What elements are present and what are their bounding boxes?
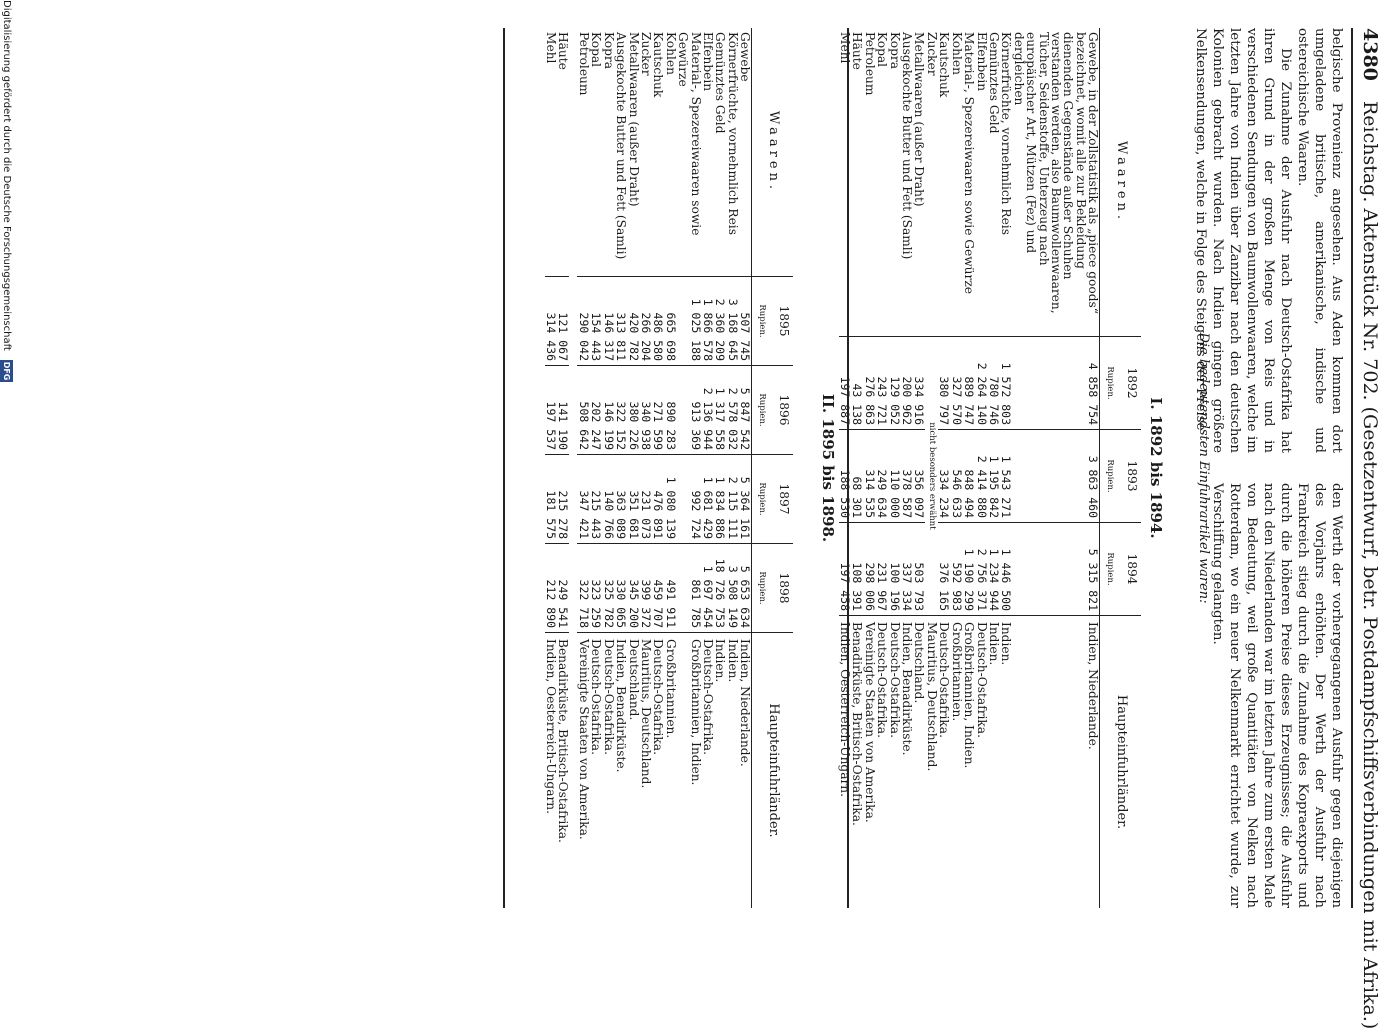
ware-name: Mehl (544, 32, 559, 64)
table-body (839, 28, 1100, 908)
table-row (938, 28, 950, 908)
value-cell: 298 006 (863, 523, 875, 616)
main-import-countries: Indien, Niederlande. (1012, 616, 1099, 909)
main-import-countries: Vereinigte Staaten von Amerika. (863, 616, 875, 909)
table-row (851, 28, 863, 908)
ware-name: Mehl (838, 32, 853, 64)
table-row (615, 28, 627, 908)
value-cell: 4 858 754 (1012, 337, 1099, 430)
ware-name: Kautschuk (651, 32, 666, 98)
value-cell: 100 196 (888, 523, 900, 616)
table-row (652, 28, 664, 908)
value-cell: 476 891 (652, 455, 664, 544)
main-import-countries: Mauritius, Deutschland. (640, 633, 652, 909)
note-not-listed: nicht besonders erwähnt (926, 337, 938, 616)
table-row (545, 28, 557, 908)
ware-name: Metallwaaren (außer Draht) (912, 32, 927, 207)
value-cell: 459 707 (652, 544, 664, 633)
column-header-year: 1893 Rupien. (1100, 430, 1141, 523)
ware-name: Kautschuk (937, 32, 952, 98)
table-row (926, 28, 938, 908)
value-cell: 110 000 (888, 430, 900, 523)
value-cell: 43 138 (851, 337, 863, 430)
ware-name: Kopra (887, 32, 902, 70)
value-cell: 1 080 139 (664, 455, 676, 544)
table-row (602, 28, 614, 908)
table-row (888, 28, 900, 908)
value-cell: 290 042 (578, 277, 590, 366)
import-table-1892-1894 (839, 28, 1141, 908)
ware-name: Kohlen (949, 32, 964, 75)
value-cell: 181 575 (545, 455, 557, 544)
ware-name: Körnerfrüchte, vornehmlich Reis (999, 32, 1014, 235)
main-import-countries: Indien, Oesterreich-Ungarn. (545, 633, 557, 909)
value-cell: 323 259 (590, 544, 602, 633)
ware-name: Gewebe, in der Zollstatistik als „piece goods“ bezeichnet, womit alle zur Bekleidung dienenden Gegenstände außer Schuhen verstanden werden, also Baumwollenwaaren, Tücher, Seidenstoffe, Unterzeug nach europäischer Art, Mützen (Fez) und dergleichen (1011, 32, 1101, 315)
value-cell: 334 916 (913, 337, 925, 430)
ware-name: Häute (556, 32, 571, 70)
ware-name: Elfenbein (974, 32, 989, 92)
value-cell: 351 681 (627, 455, 639, 544)
value-cell: 249 634 (876, 430, 888, 523)
main-import-countries: Großbritannien. (950, 616, 962, 909)
ware-name: Elfenbein (700, 32, 715, 92)
column-header-year: 1897 Rupien. (752, 455, 793, 544)
table-row (590, 28, 602, 908)
page-number: 4380 (1359, 28, 1381, 81)
main-import-countries: Deutsch-Ostafrika. (975, 616, 987, 909)
value-cell: 314 535 (863, 430, 875, 523)
value-cell: 861 785 (677, 544, 702, 633)
main-import-countries: Benadirküste, Britisch-Ostafrika. (557, 633, 569, 909)
ware-name: Ausgekochte Butter und Fett (Samli) (900, 32, 915, 260)
column-header-year: 1896 Rupien. (752, 366, 793, 455)
value-cell: 5 364 161 (739, 455, 752, 544)
value-cell: 2 264 140 (975, 337, 987, 430)
main-import-countries: Deutschland. (627, 633, 639, 909)
column-header-waren: Waaren. (752, 28, 793, 277)
intro-paragraph: belgische Provenienz angesehen. Aus Aden kommen dort umgeladene britische, amerikanische, indische und ostereichische Waaren. (1295, 28, 1344, 453)
value-cell: 345 200 (627, 544, 639, 633)
value-cell: 1 572 803 (1000, 337, 1012, 430)
main-import-countries: Großbritannien, Indien. (677, 633, 702, 909)
value-cell: 313 811 (615, 277, 627, 366)
table-row (726, 28, 738, 908)
value-cell: 68 301 (851, 430, 863, 523)
table-row (863, 28, 875, 908)
value-cell: 1 025 188 (677, 277, 702, 366)
value-cell: 108 391 (851, 523, 863, 616)
value-cell: 1 195 842 (988, 430, 1000, 523)
value-cell: 337 334 (901, 523, 913, 616)
value-cell: 3 863 460 (1012, 430, 1099, 523)
value-cell: 249 541 (557, 544, 569, 633)
ware-name: Petroleum (576, 32, 591, 96)
value-cell: 200 962 (901, 337, 913, 430)
value-cell: 780 746 (988, 337, 1000, 430)
digitization-note: Digitalisierung gefördert durch die Deutsche Forschungsgemeinschaft (1, 0, 12, 351)
column-header-waren: Waaren. (1100, 28, 1141, 337)
ware-name: Material-, Spezereiwaaren sowie Gewürze (962, 32, 977, 294)
ware-name: Kohlen (663, 32, 678, 75)
main-import-countries: Deutsch-Ostafrika. (602, 633, 614, 909)
ware-name: Kopal (875, 32, 890, 68)
table-row (975, 28, 987, 908)
value-cell: 197 458 (839, 523, 851, 616)
value-cell: 5 847 542 (739, 366, 752, 455)
value-cell: 376 165 (938, 523, 950, 616)
value-cell: 420 782 (627, 277, 639, 366)
value-cell: 889 747 (963, 337, 975, 430)
table-row (664, 28, 676, 908)
value-cell: 197 537 (545, 366, 557, 455)
table-row (876, 28, 888, 908)
table-row (627, 28, 639, 908)
value-cell: 146 317 (602, 277, 614, 366)
ware-name: Gemünztes Geld (713, 32, 728, 134)
value-cell: 276 863 (863, 337, 875, 430)
value-cell: 507 745 (739, 277, 752, 366)
intro-paragraph: den Werth der vorhergegangenen Ausfuhr gegen diejenigen des Vorjahrs erhöhten. Der Werth der Ausfuhr nach Frankreich stieg durch die Zunahme des Kopraexports und durch die höheren Preise dieses Erzeugnisses; die Ausfuhr nach den Niederlanden war im letzten Jahre zum ersten Male von Bedeutung, weil große Quantitäten von Nelken nach Rotterdam, wo ein neuer Nelkenmarkt errichtet wurde, zur Verschiffung gelangten. (1210, 483, 1344, 908)
table-row (714, 28, 726, 908)
value-cell: 1 234 944 (988, 523, 1000, 616)
value-cell: 3 168 645 (726, 277, 738, 366)
value-cell: 330 065 (615, 544, 627, 633)
table-bottom-rule (847, 28, 849, 908)
value-cell: 992 724 (677, 455, 702, 544)
ware-name: Metallwaaren (außer Draht) (626, 32, 641, 207)
value-cell: 363 089 (615, 455, 627, 544)
main-import-countries: Deutsch-Ostafrika. (876, 616, 888, 909)
table-row (677, 28, 702, 908)
main-import-countries: Deutsch-Ostafrika. (938, 616, 950, 909)
value-cell: 491 911 (664, 544, 676, 633)
main-import-countries: Deutsch-Ostafrika. (590, 633, 602, 909)
table-row (557, 28, 569, 908)
value-cell: 1 681 429 (702, 455, 714, 544)
intro-column-left (1192, 28, 1345, 453)
main-import-countries: Deutsch-Ostafrika. (888, 616, 900, 909)
main-import-countries: Indien. (1000, 616, 1012, 909)
column-header-year: 1892 Rupien. (1100, 337, 1141, 430)
column-header-year: 1898 Rupien. (752, 544, 793, 633)
value-cell: 188 530 (839, 430, 851, 523)
ware-name: Kopra (601, 32, 616, 70)
main-import-countries: Deutschland. (913, 616, 925, 909)
value-cell: 322 152 (615, 366, 627, 455)
table-body (545, 28, 752, 908)
value-cell: 2 756 371 (975, 523, 987, 616)
value-cell: 1 190 299 (963, 523, 975, 616)
section-title-1892-1894: I. 1892 bis 1894. (1147, 397, 1165, 539)
value-cell: 1 697 454 (702, 544, 714, 633)
main-import-countries: Deutsch-Ostafrika. (702, 633, 714, 909)
value-cell: 271 599 (652, 366, 664, 455)
value-cell: 334 234 (938, 430, 950, 523)
intro-paragraph: Die Zunahme der Ausfuhr nach Deutsch-Ostafrika hat ihren Grund in der großen Menge von Reis und in verschiedenen Sendungen von Baumwollenwaaren, welche im letzten Jahre von Indien über Zanzibar nach den deutschen Kolonien gebracht wurden. Nach Indien gingen größere Nelkensendungen, welche in Folge des Steigens der Preise (1193, 28, 1293, 453)
value-cell: 486 580 (652, 277, 664, 366)
value-cell: 665 698 (664, 277, 676, 366)
value-cell: 5 653 634 (739, 544, 752, 633)
value-cell: 140 766 (602, 455, 614, 544)
value-cell: 314 436 (545, 277, 557, 366)
dfg-logo: DFG (2, 361, 11, 381)
table-row (702, 28, 714, 908)
table-row (988, 28, 1000, 908)
main-import-countries: Deutsch-Ostafrika. (652, 633, 664, 909)
table-row (1000, 28, 1012, 908)
column-header-lands: Haupteinfuhrländer. (1100, 616, 1141, 909)
table-caption: Die bedeutendsten Einfuhrartikel waren: (1196, 332, 1211, 604)
table-row (901, 28, 913, 908)
digitization-footer (0, 0, 13, 1000)
value-cell: 2 578 032 (726, 366, 738, 455)
table-row (950, 28, 962, 908)
main-import-countries: Indien, Benadirküste. (901, 616, 913, 909)
value-cell: 356 097 (913, 430, 925, 523)
main-import-countries: Indien. (714, 633, 726, 909)
column-header-year: 1895 Rupien. (752, 277, 793, 366)
main-import-countries: Großbritannien. (664, 633, 676, 909)
value-cell: 2 136 944 (702, 366, 714, 455)
value-cell: 215 278 (557, 455, 569, 544)
table-row (913, 28, 925, 908)
main-import-countries: Indien, Benadirküste. (615, 633, 627, 909)
value-cell: 508 642 (578, 366, 590, 455)
value-cell: 1 317 558 (714, 366, 726, 455)
ware-name: Gewebe (738, 32, 753, 82)
intro-column-right (1209, 483, 1345, 908)
value-cell: 592 983 (950, 523, 962, 616)
value-cell: 1 866 578 (702, 277, 714, 366)
ware-name: Petroleum (862, 32, 877, 96)
main-import-countries: Großbritannien, Indien. (963, 616, 975, 909)
value-cell: 129 052 (888, 337, 900, 430)
table-row (640, 28, 652, 908)
value-cell: 146 199 (602, 366, 614, 455)
column-header-lands: Haupteinfuhrländer. (752, 633, 793, 909)
page-header (1359, 28, 1381, 1029)
value-cell: 215 443 (590, 455, 602, 544)
ware-name: Material-, Spezereiwaaren sowie Gewürze (676, 32, 703, 236)
value-cell: 18 726 753 (714, 544, 726, 633)
value-cell: 327 570 (950, 337, 962, 430)
table-row (1012, 28, 1099, 908)
value-cell: 2 115 111 (726, 455, 738, 544)
value-cell: 380 226 (627, 366, 639, 455)
value-cell: 399 372 (640, 544, 652, 633)
value-cell: 913 369 (677, 366, 702, 455)
table-row (839, 28, 851, 908)
value-cell: 347 421 (578, 455, 590, 544)
ware-name: Ausgekochte Butter und Fett (Samli) (614, 32, 629, 260)
value-cell: 5 315 821 (1012, 523, 1099, 616)
value-cell: 546 633 (950, 430, 962, 523)
value-cell: 231 073 (640, 455, 652, 544)
value-cell: 243 721 (876, 337, 888, 430)
main-import-countries: Benadirküste, Britisch-Ostafrika. (851, 616, 863, 909)
main-import-countries: Vereinigte Staaten von Amerika. (578, 633, 590, 909)
table-row (578, 28, 590, 908)
value-cell: 154 443 (590, 277, 602, 366)
value-cell: 121 067 (557, 277, 569, 366)
value-cell: 231 967 (876, 523, 888, 616)
value-cell: 3 508 149 (726, 544, 738, 633)
ware-name: Häute (850, 32, 865, 70)
value-cell: 1 446 500 (1000, 523, 1012, 616)
column-header-year: 1894 Rupien. (1100, 523, 1141, 616)
value-cell: 266 204 (640, 277, 652, 366)
table-bottom-rule (503, 28, 505, 908)
value-cell: 322 718 (578, 544, 590, 633)
main-import-countries: Indien, Niederlande. (739, 633, 752, 909)
ware-name: Gemünztes Geld (986, 32, 1001, 134)
page-title: Reichstag. Aktenstück Nr. 702. (Gesetzentwurf, betr. Postdampfschiffsverbindungen mit Afrika.) (1359, 100, 1381, 1029)
main-import-countries: Indien. (726, 633, 738, 909)
value-cell: 848 494 (963, 430, 975, 523)
ware-name: Kopal (589, 32, 604, 68)
ware-name: Zucker (924, 32, 939, 76)
value-cell: 202 247 (590, 366, 602, 455)
table-row (963, 28, 975, 908)
value-cell: 1 543 271 (1000, 430, 1012, 523)
ware-name: Zucker (638, 32, 653, 76)
main-import-countries: Indien. (988, 616, 1000, 909)
value-cell: 503 793 (913, 523, 925, 616)
value-cell: 380 797 (938, 337, 950, 430)
table-row (739, 28, 752, 908)
main-import-countries: Indien, Oesterreich-Ungarn. (839, 616, 851, 909)
value-cell: 2 414 880 (975, 430, 987, 523)
value-cell: 141 190 (557, 366, 569, 455)
value-cell: 2 360 209 (714, 277, 726, 366)
ware-name: Körnerfrüchte, vornehmlich Reis (725, 32, 740, 235)
value-cell: 378 587 (901, 430, 913, 523)
value-cell: 197 887 (839, 337, 851, 430)
value-cell: 1 834 886 (714, 455, 726, 544)
value-cell: 340 938 (640, 366, 652, 455)
value-cell: 890 283 (664, 366, 676, 455)
main-import-countries: Mauritius, Deutschland. (926, 616, 938, 909)
section-title-1895-1898: II. 1895 bis 1898. (819, 393, 837, 543)
value-cell: 325 782 (602, 544, 614, 633)
header-rule (1351, 28, 1353, 908)
import-table-1895-1898 (545, 28, 793, 908)
value-cell: 212 890 (545, 544, 557, 633)
